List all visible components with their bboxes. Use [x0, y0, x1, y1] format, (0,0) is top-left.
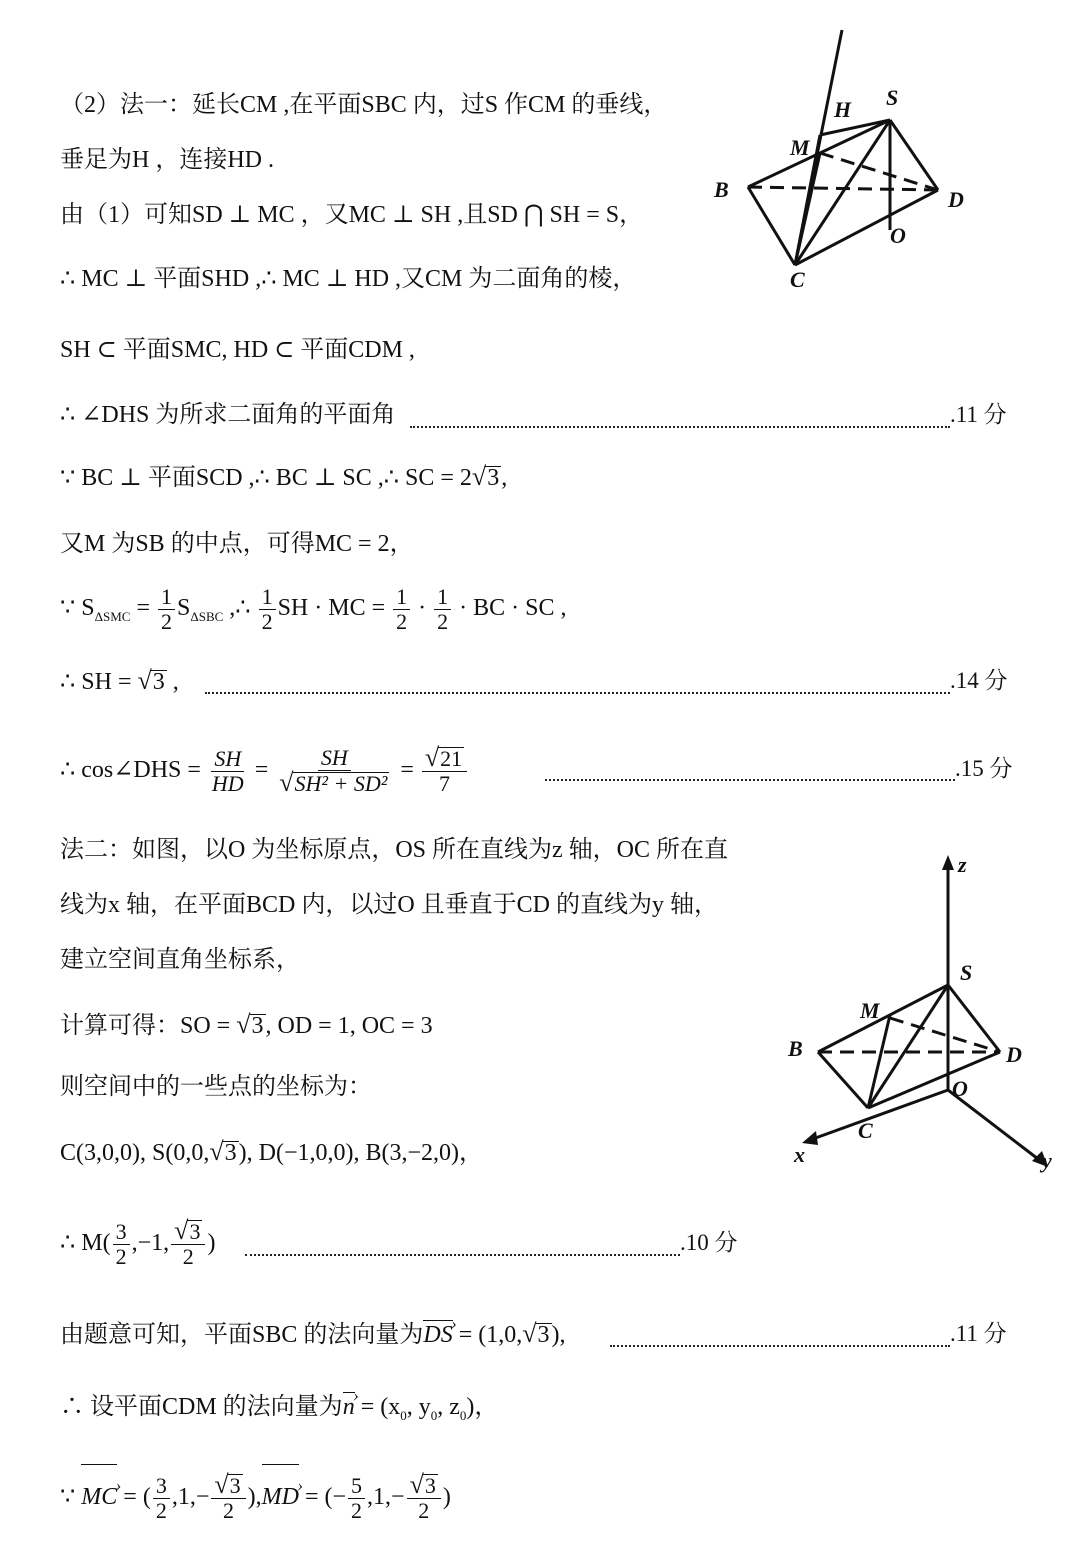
vector-n: n ›: [343, 1390, 355, 1424]
dot-leader: [545, 777, 955, 781]
numerator: 1: [393, 585, 410, 610]
fraction-5-2: [348, 1474, 365, 1523]
subscript: ΔSMC: [94, 608, 131, 624]
line-normal-vector-sbc: [60, 1317, 566, 1352]
text: ,1,−: [367, 1484, 405, 1510]
text: ), D(−1,0,0), B(3,−2,0)，: [238, 1140, 483, 1166]
score-14: .14 分: [950, 668, 1008, 693]
line-method2-intro: 法二：如图，以O 为坐标原点，OS 所在直线为z 轴，OC 所在直: [60, 837, 729, 863]
denominator: 2: [437, 609, 449, 634]
text: ,∴: [223, 595, 257, 622]
fig2-label-x: x: [794, 1142, 805, 1167]
text: ,: [166, 669, 179, 695]
fig2-label-M: M: [860, 998, 880, 1023]
radical-sign: √: [137, 666, 152, 695]
line-point-m: [60, 1208, 215, 1278]
fig1-label-H: H: [834, 97, 852, 122]
line-normal-vector-cdm: [60, 1390, 498, 1433]
fraction-half: [259, 585, 276, 634]
denominator: HD: [211, 770, 244, 796]
fraction-sh-sqrt: [276, 746, 392, 796]
denominator: 7: [439, 771, 451, 797]
line-dihedral-angle: ∴ ∠DHS 为所求二面角的平面角: [60, 402, 396, 428]
numerator: SH: [318, 746, 351, 771]
fig1-label-M: M: [790, 135, 810, 160]
subscript: 0: [430, 1407, 438, 1423]
denominator: 2: [396, 609, 408, 634]
denominator: 2: [351, 1497, 363, 1523]
subscript: 0: [459, 1407, 467, 1423]
text: ∴ cos∠DHS =: [60, 757, 207, 783]
text: ): [207, 1230, 216, 1256]
radicand: 3: [189, 1219, 201, 1245]
denominator: 2: [418, 1498, 430, 1524]
radicand: 3: [537, 1322, 550, 1348]
radicand: 21: [440, 746, 463, 772]
radicand: 3: [152, 669, 165, 695]
text: ∴ 设平面CDM 的法向量为: [60, 1394, 343, 1420]
line-lengths: [60, 1008, 433, 1043]
line-area-relation: [60, 585, 567, 634]
numerator: [211, 1470, 245, 1500]
fraction-3-2: [153, 1474, 170, 1523]
score-10: .10 分: [680, 1230, 738, 1255]
line-axes: 线为x 轴，在平面BCD 内，以过O 且垂直于CD 的直线为y 轴，: [60, 892, 719, 918]
radicand: 3: [229, 1473, 241, 1499]
text: = (x: [354, 1394, 401, 1420]
denominator: 2: [155, 1497, 167, 1523]
text: ): [442, 1484, 451, 1510]
score-11-a: .11 分: [950, 402, 1007, 427]
fig2-label-S: S: [960, 960, 973, 985]
fraction-sqrt3-2: [211, 1470, 245, 1524]
line-mc-perp-plane: ∴ MC ⊥ 平面SHD ,∴ MC ⊥ HD ,又CM 为二面角的棱，: [60, 266, 637, 292]
text: S: [177, 595, 191, 622]
radical-sign: √: [409, 1470, 424, 1500]
text: SH · MC =: [277, 595, 392, 622]
fig2-label-B: B: [788, 1036, 803, 1061]
score-15: .15 分: [955, 756, 1013, 781]
vector-md: MD ›: [262, 1462, 299, 1532]
line-midpoint-mc: 又M 为SB 的中点，可得MC = 2，: [60, 531, 414, 557]
radical-sign: √: [214, 1470, 229, 1500]
fraction-sqrt3-2: [171, 1216, 205, 1270]
subscript: ΔSBC: [190, 608, 224, 624]
line-sh-value: [60, 664, 179, 699]
text: ∴ SH =: [60, 669, 138, 695]
text: ),: [551, 1322, 566, 1348]
fraction-3-2: [113, 1220, 130, 1269]
vector-ds: DS ›: [423, 1318, 452, 1352]
fig1-label-S: S: [886, 85, 899, 110]
fig2-label-z: z: [958, 852, 967, 877]
dot-leader: [205, 690, 950, 694]
line-sh-in-plane: SH ⊂ 平面SMC, HD ⊂ 平面CDM ,: [60, 337, 415, 363]
radical-sign: √: [209, 1137, 224, 1166]
numerator: [407, 1470, 441, 1500]
line-point-coordinates: [60, 1135, 483, 1170]
vector-mc: MC ›: [81, 1462, 117, 1532]
line-perpendicular-facts: 由（1）可知SD ⊥ MC ，又MC ⊥ SH ,且SD ⋂ SH = S，: [60, 202, 644, 228]
line-method1-intro: （2）法一：延长CM ,在平面SBC 内，过S 作CM 的垂线，: [60, 92, 668, 118]
line-sc-value: [60, 460, 507, 495]
text: = (−: [298, 1484, 347, 1510]
fraction-half: [434, 585, 451, 634]
line-cos-dhs: [60, 735, 469, 805]
text: =: [254, 757, 275, 783]
radicand: 3: [251, 1013, 264, 1039]
text: ·: [412, 595, 433, 622]
denominator: 2: [261, 609, 273, 634]
numerator: [171, 1216, 205, 1246]
line-points-heading: 则空间中的一些点的坐标为：: [60, 1074, 372, 1100]
radical-sign: √: [279, 768, 294, 798]
text: ∵ S: [60, 595, 95, 622]
radical-sign: √: [174, 1216, 189, 1246]
denominator: 2: [223, 1498, 234, 1524]
text: 计算可得：SO =: [60, 1013, 237, 1039]
score-11-b: .11 分: [950, 1321, 1007, 1346]
numerator: 1: [259, 585, 276, 610]
radicand: SH² + SD²: [294, 771, 388, 797]
fig2-label-O: O: [952, 1076, 968, 1101]
fraction-sqrt3-2: [407, 1470, 441, 1524]
fig1-label-B: B: [714, 177, 729, 202]
text: =: [400, 757, 420, 783]
denominator: 2: [161, 609, 172, 634]
radicand: 3: [424, 1473, 436, 1499]
fraction-sqrt21-7: [422, 743, 467, 797]
text: , OD = 1, OC = 3: [265, 1013, 433, 1039]
text: · BC · SC ,: [453, 595, 567, 622]
numerator: SH: [211, 747, 244, 772]
numerator: 3: [153, 1474, 170, 1499]
pyramid-figure-1: [700, 25, 990, 295]
radicand: 3: [224, 1140, 237, 1166]
subscript: 0: [400, 1407, 407, 1423]
line-vectors-mc-md: [60, 1462, 451, 1532]
radical-sign: √: [522, 1319, 537, 1348]
fraction-sh-hd: [209, 747, 247, 796]
text: ,: [501, 465, 508, 491]
fraction-half: [158, 585, 175, 634]
dot-leader: [610, 1343, 950, 1347]
text: C(3,0,0), S(0,0,: [60, 1140, 210, 1166]
denominator: 2: [115, 1243, 127, 1269]
dot-leader: [410, 424, 950, 428]
line-coordinate-system: 建立空间直角坐标系，: [60, 947, 300, 973]
text: = (: [117, 1484, 151, 1510]
line-foot-of-perpendicular: 垂足为H ，连接HD .: [60, 147, 274, 173]
fig2-label-y: y: [1042, 1148, 1052, 1173]
radical-sign: √: [424, 743, 440, 773]
fig1-label-C: C: [790, 267, 805, 292]
radicand: 3: [487, 465, 500, 491]
text: = (1,0,: [452, 1322, 523, 1348]
denominator: [276, 768, 392, 798]
text: 由题意可知，平面SBC 的法向量为: [60, 1322, 424, 1348]
text: ∵: [60, 1484, 82, 1510]
numerator: 1: [434, 585, 451, 610]
text: ,1,−: [171, 1484, 210, 1510]
text: =: [130, 595, 156, 622]
numerator: 5: [348, 1474, 365, 1499]
fig1-label-D: D: [948, 187, 964, 212]
text: ),: [247, 1484, 262, 1510]
text: )，: [466, 1394, 499, 1420]
numerator: 1: [158, 585, 175, 610]
dot-leader: [245, 1252, 680, 1256]
text: , z: [437, 1394, 460, 1420]
radical-sign: √: [471, 462, 487, 491]
fig2-label-C: C: [858, 1118, 873, 1143]
denominator: 2: [182, 1244, 194, 1270]
fraction-half: [393, 585, 410, 634]
fig2-label-D: D: [1006, 1042, 1022, 1067]
text: ∵ BC ⊥ 平面SCD ,∴ BC ⊥ SC ,∴ SC = 2: [60, 465, 472, 491]
numerator: [422, 743, 467, 773]
fig1-label-O: O: [890, 223, 906, 248]
numerator: 3: [113, 1220, 130, 1245]
coordinate-pyramid-figure-2: [780, 850, 1065, 1180]
text: ∴ M(: [60, 1230, 111, 1256]
radical-sign: √: [236, 1010, 251, 1039]
text: ,−1,: [131, 1230, 170, 1256]
text: , y: [406, 1394, 431, 1420]
